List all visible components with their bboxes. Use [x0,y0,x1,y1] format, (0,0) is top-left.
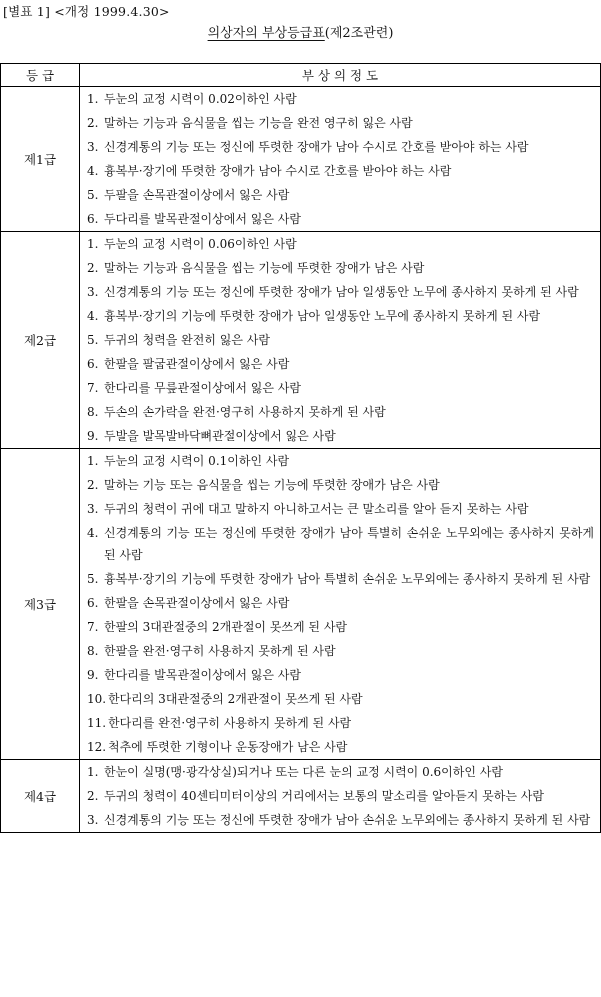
item-text: 두손의 손가락을 완전·영구히 사용하지 못하게 된 사람 [104,405,386,419]
item-text: 흉복부·장기의 기능에 뚜렷한 장애가 남아 일생동안 노무에 종사하지 못하게 된 사람 [104,309,541,323]
item-text: 한다리를 완전·영구히 사용하지 못하게 된 사람 [108,716,352,730]
item-number: 6. [87,357,99,371]
document-title-suffix: (제2조관련) [324,26,394,41]
table-header-row [1,64,601,87]
list-item [80,232,600,256]
item-number: 9. [87,429,99,443]
table-body [1,87,601,833]
injury-degree-cell [80,760,601,833]
item-number: 5. [87,188,99,202]
item-text: 척추에 뚜렷한 기형이나 운동장애가 남은 사람 [108,740,348,754]
item-text: 한팔을 완전·영구히 사용하지 못하게 된 사람 [104,644,336,658]
item-number: 2. [87,478,99,492]
list-item [80,615,600,639]
item-text: 신경계통의 기능 또는 정신에 뚜렷한 장애가 남아 수시로 간호를 받아야 하는 사람 [104,140,529,154]
document-title [0,22,601,41]
list-item [80,111,600,135]
list-item [80,87,600,111]
item-number: 6. [87,596,99,610]
list-item [80,784,600,808]
item-number: 1. [87,92,99,106]
annex-label: [별표 1] <개정 1999.4.30> [3,4,170,19]
item-text: 한눈이 실명(맹·광각상실)되거나 또는 다른 눈의 교정 시력이 0.6이하인 사람 [104,765,503,779]
item-text: 두귀의 청력을 완전히 잃은 사람 [104,333,270,347]
grade-label: 제4급 [1,760,80,833]
item-number: 5. [87,333,99,347]
item-number: 2. [87,789,99,803]
list-item [80,760,600,784]
list-item [80,256,600,280]
item-text: 두눈의 교정 시력이 0.02이하인 사람 [104,92,297,106]
item-text: 한팔을 팔굽관절이상에서 잃은 사람 [104,357,290,371]
item-number: 1. [87,454,99,468]
item-text: 말하는 기능과 음식물을 씹는 기능에 뚜렷한 장애가 남은 사람 [104,261,425,275]
item-number: 3. [87,140,99,154]
list-item [80,591,600,615]
item-number: 1. [87,765,99,779]
item-number: 7. [87,620,99,634]
injury-item-list [80,87,600,231]
item-text: 두발을 발목발바닥뼈관절이상에서 잃은 사람 [104,429,336,443]
column-header-degree: 부 상 의 정 도 [80,64,601,87]
item-text: 두귀의 청력이 40센티미터이상의 거리에서는 보통의 말소리를 알아듣지 못하는 사람 [104,789,544,803]
item-number: 8. [87,405,99,419]
table-row [1,87,601,232]
item-number: 12. [87,740,107,754]
table-row [1,232,601,449]
item-text: 흉복부·장기의 기능에 뚜렷한 장애가 남아 특별히 손쉬운 노무외에는 종사하지 못하게 된 사람 [104,572,591,586]
grade-label: 제2급 [1,232,80,449]
list-item [80,449,600,473]
item-number: 4. [87,309,99,323]
item-text: 한팔의 3대관절중의 2개관절이 못쓰게 된 사람 [104,620,347,634]
item-number: 1. [87,237,99,251]
list-item [80,280,600,304]
injury-grade-table [0,63,601,833]
list-item [80,135,600,159]
injury-degree-cell [80,449,601,760]
list-item [80,304,600,328]
list-item [80,207,600,231]
list-item [80,808,600,832]
list-item [80,497,600,521]
item-text: 두눈의 교정 시력이 0.06이하인 사람 [104,237,297,251]
item-number: 3. [87,502,99,516]
column-header-grade: 등 급 [1,64,80,87]
list-item [80,424,600,448]
item-text: 신경계통의 기능 또는 정신에 뚜렷한 장애가 남아 일생동안 노무에 종사하지 못하게 된 사람 [104,285,579,299]
injury-item-list [80,760,600,832]
document-title-main: 의상자의 부상등급표 [207,26,325,41]
item-text: 두눈의 교정 시력이 0.1이하인 사람 [104,454,290,468]
list-item [80,376,600,400]
grade-label: 제1급 [1,87,80,232]
grade-label: 제3급 [1,449,80,760]
item-number: 4. [87,164,99,178]
list-item [80,183,600,207]
list-item [80,663,600,687]
item-text: 한다리의 3대관절중의 2개관절이 못쓰게 된 사람 [108,692,363,706]
item-text: 두귀의 청력이 귀에 대고 말하지 아니하고서는 큰 말소리를 알아 듣지 못하는 사람 [104,502,529,516]
list-item [80,687,600,711]
table-row [1,449,601,760]
table-row [1,760,601,833]
item-text: 흉복부·장기에 뚜렷한 장애가 남아 수시로 간호를 받아야 하는 사람 [104,164,452,178]
item-number: 10. [87,692,107,706]
item-number: 6. [87,212,99,226]
list-item [80,735,600,759]
item-number: 11. [87,716,107,730]
item-text: 한다리를 무릎관절이상에서 잃은 사람 [104,381,301,395]
item-number: 8. [87,644,99,658]
list-item [80,473,600,497]
list-item [80,567,600,591]
item-number: 7. [87,381,99,395]
item-number: 2. [87,116,99,130]
injury-item-list [80,449,600,759]
list-item [80,159,600,183]
item-text: 한다리를 발목관절이상에서 잃은 사람 [104,668,301,682]
injury-item-list [80,232,600,448]
item-number: 4. [87,526,99,540]
item-number: 3. [87,813,99,827]
list-item [80,400,600,424]
item-text: 말하는 기능 또는 음식물을 씹는 기능에 뚜렷한 장애가 남은 사람 [104,478,440,492]
injury-degree-cell [80,87,601,232]
item-text: 말하는 기능과 음식물을 씹는 기능을 완전 영구히 잃은 사람 [104,116,413,130]
item-text: 두다리를 발목관절이상에서 잃은 사람 [104,212,301,226]
item-number: 3. [87,285,99,299]
list-item [80,328,600,352]
list-item [80,352,600,376]
list-item [80,521,600,567]
item-text: 신경계통의 기능 또는 정신에 뚜렷한 장애가 남아 특별히 손쉬운 노무외에는 종사하지 못하게 된 사람 [104,526,594,562]
item-text: 두팔을 손목관절이상에서 잃은 사람 [104,188,290,202]
list-item [80,639,600,663]
injury-degree-cell [80,232,601,449]
item-number: 9. [87,668,99,682]
item-number: 5. [87,572,99,586]
list-item [80,711,600,735]
item-text: 한팔을 손목관절이상에서 잃은 사람 [104,596,290,610]
item-text: 신경계통의 기능 또는 정신에 뚜렷한 장애가 남아 손쉬운 노무외에는 종사하지 못하게 된 사람 [104,813,591,827]
item-number: 2. [87,261,99,275]
